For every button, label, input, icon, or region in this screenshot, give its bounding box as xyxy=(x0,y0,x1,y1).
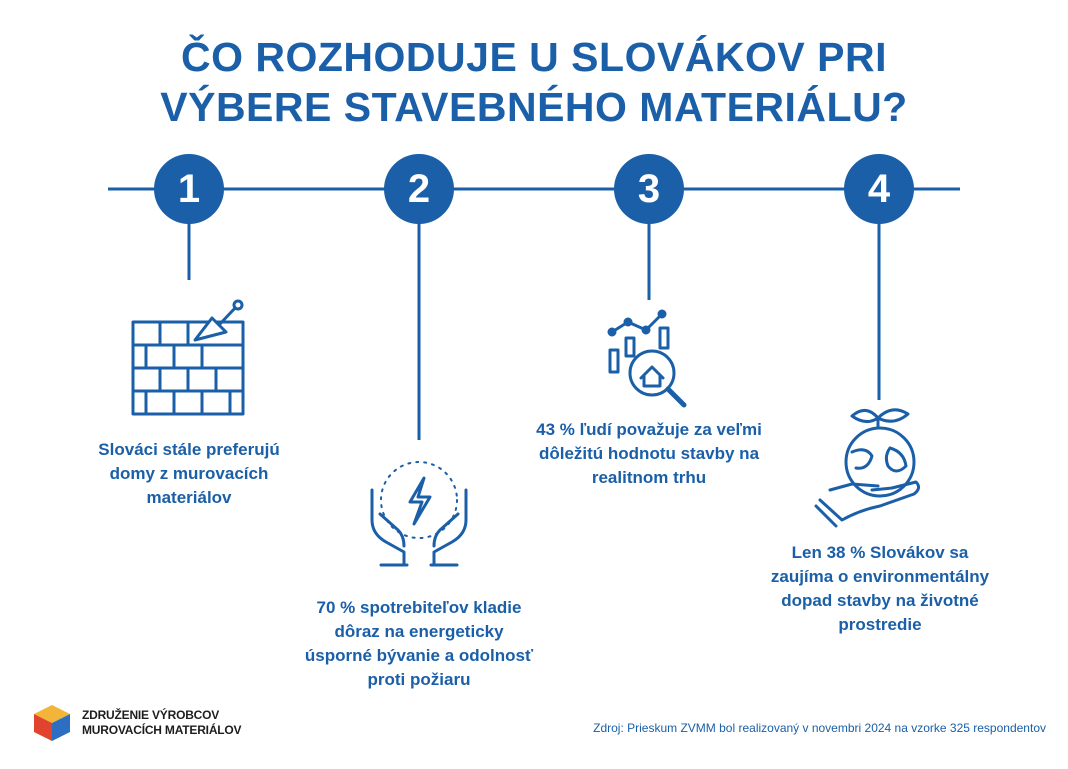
hand-earth-plant-icon xyxy=(816,410,919,526)
step-2-caption xyxy=(274,596,564,692)
caption-line: realitnom trhu xyxy=(591,468,707,487)
step-4-number: 4 xyxy=(844,154,914,224)
step-3-caption xyxy=(504,418,794,490)
house-market-analysis-icon xyxy=(609,311,684,405)
caption-line: dôležitú hodnotu stavby na xyxy=(538,444,760,463)
caption-line: úsporné bývanie a odolnosť xyxy=(304,646,534,665)
caption-line: domy z murovacích xyxy=(109,464,269,483)
title-line-2: VÝBERE STAVEBNÉHO MATERIÁLU? xyxy=(160,84,908,130)
hands-energy-icon xyxy=(372,462,466,565)
caption-line: prostredie xyxy=(838,615,922,634)
caption-line: Len 38 % Slovákov sa xyxy=(791,543,969,562)
logo-line-1: ZDRUŽENIE VÝROBCOV xyxy=(82,708,220,722)
caption-line: Slováci stále preferujú xyxy=(98,440,280,459)
logo-line-2: MUROVACÍCH MATERIÁLOV xyxy=(82,723,242,737)
caption-line: 43 % ľudí považuje za veľmi xyxy=(536,420,762,439)
step-4-caption xyxy=(730,541,1030,637)
logo-text xyxy=(82,708,241,738)
step-1-caption xyxy=(64,438,314,510)
caption-line: 70 % spotrebiteľov kladie xyxy=(316,598,522,617)
step-2-number: 2 xyxy=(384,154,454,224)
step-3-number: 3 xyxy=(614,154,684,224)
step-1-number: 1 xyxy=(154,154,224,224)
caption-line: proti požiaru xyxy=(367,670,471,689)
title-line-1: ČO ROZHODUJE U SLOVÁKOV PRI xyxy=(180,34,887,80)
caption-line: dôraz na energeticky xyxy=(334,622,504,641)
caption-line: materiálov xyxy=(146,488,232,507)
caption-line: dopad stavby na životné xyxy=(781,591,979,610)
brick-wall-trowel-icon xyxy=(133,301,243,414)
caption-line: zaujíma o environmentálny xyxy=(770,567,990,586)
source-note: Zdroj: Prieskum ZVMM bol realizovaný v novembri 2024 na vzorke 325 respondentov xyxy=(593,721,1046,735)
